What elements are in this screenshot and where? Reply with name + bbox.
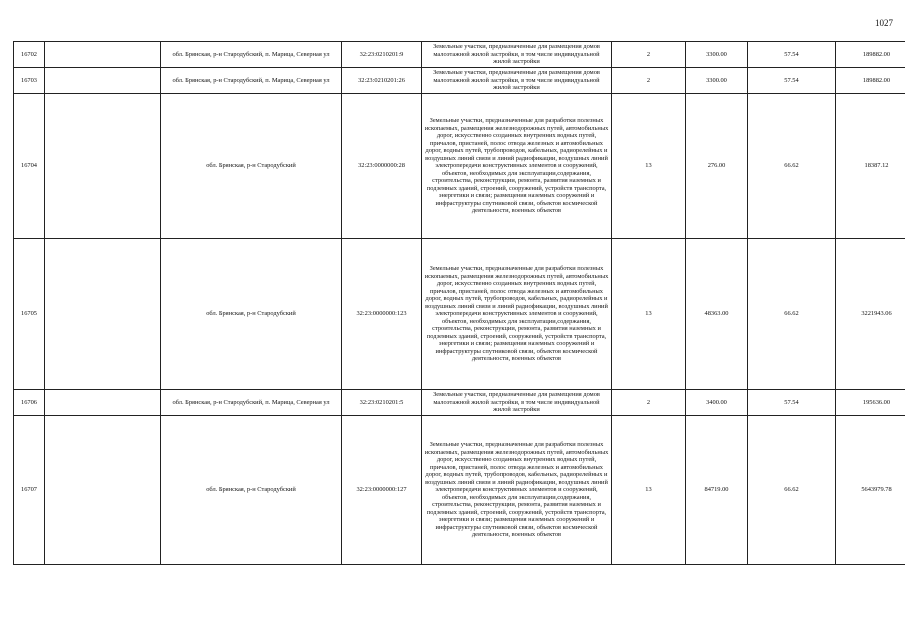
specific-value-cell: 57.54 (748, 42, 836, 68)
cadastral-number-cell: 32:23:0210201:9 (342, 42, 422, 68)
area-cell: 84719.00 (686, 416, 748, 565)
page-number: 1027 (875, 18, 893, 28)
table-row (14, 94, 905, 239)
category-code-cell: 2 (612, 42, 686, 68)
cadastral-value-cell: 189882.00 (836, 68, 905, 94)
land-registry-table (13, 41, 905, 565)
table-row (14, 239, 905, 390)
empty-cell (45, 42, 161, 68)
category-code-cell: 2 (612, 68, 686, 94)
area-cell: 48363.00 (686, 239, 748, 390)
cadastral-number-cell: 32:23:0000000:123 (342, 239, 422, 390)
empty-cell (45, 239, 161, 390)
cadastral-number-cell: 32:23:0000000:28 (342, 94, 422, 239)
land-use-description-cell: Земельные участки, предназначенные для размещения домов малоэтажной жилой застройки, в том числе индивидуальной жилой застройки (422, 390, 612, 416)
empty-cell (45, 94, 161, 239)
specific-value-cell: 66.62 (748, 94, 836, 239)
row-id: 16705 (14, 239, 45, 390)
specific-value-cell: 66.62 (748, 239, 836, 390)
row-id: 16702 (14, 42, 45, 68)
land-use-description-cell: Земельные участки, предназначенные для размещения домов малоэтажной жилой застройки, в том числе индивидуальной жилой застройки (422, 68, 612, 94)
area-cell: 3300.00 (686, 42, 748, 68)
land-use-description-cell: Земельные участки, предназначенные для разработки полезных ископаемых, размещения железнодорожных путей, автомобильных дорог, искусственно созданных внутренних водных путей, причалов, пристаней, полос отвода железных и автомобильных дорог, водных путей, трубопроводов, кабельных, радиорелейных и воздушных линий связи и линий радиофикации, воздушных линий электропередачи конструктивных элементов и сооружений, объектов, необходимых для эксплуатации,содержания, строительства, реконструкции, ремонта, развития наземных и подземных зданий, строений, сооружений, устройств транспорта, энергетики и связи; размещения наземных сооружений и инфраструктуры спутниковой связи, объектов космической деятельности, военных объектов (422, 94, 612, 239)
cadastral-number-cell: 32:23:0210201:26 (342, 68, 422, 94)
row-id: 16703 (14, 68, 45, 94)
address-cell: обл. Брянская, р-н Стародубский, п. Марица, Северная ул (161, 42, 342, 68)
category-code-cell: 13 (612, 416, 686, 565)
cadastral-number-cell: 32:23:0000000:127 (342, 416, 422, 565)
address-cell: обл. Брянская, р-н Стародубский, п. Марица, Северная ул (161, 390, 342, 416)
row-id: 16704 (14, 94, 45, 239)
address-cell: обл. Брянская, р-н Стародубский (161, 94, 342, 239)
row-id: 16707 (14, 416, 45, 565)
table-row (14, 416, 905, 565)
cadastral-value-cell: 195636.00 (836, 390, 905, 416)
table-row (14, 390, 905, 416)
specific-value-cell: 57.54 (748, 68, 836, 94)
cadastral-value-cell: 18387.12 (836, 94, 905, 239)
empty-cell (45, 416, 161, 565)
row-id: 16706 (14, 390, 45, 416)
category-code-cell: 13 (612, 94, 686, 239)
specific-value-cell: 57.54 (748, 390, 836, 416)
cadastral-value-cell: 3221943.06 (836, 239, 905, 390)
cadastral-value-cell: 5643979.78 (836, 416, 905, 565)
area-cell: 276.00 (686, 94, 748, 239)
category-code-cell: 2 (612, 390, 686, 416)
cadastral-number-cell: 32:23:0210201:5 (342, 390, 422, 416)
address-cell: обл. Брянская, р-н Стародубский, п. Марица, Северная ул (161, 68, 342, 94)
empty-cell (45, 390, 161, 416)
table-row (14, 68, 905, 94)
area-cell: 3400.00 (686, 390, 748, 416)
land-use-description-cell: Земельные участки, предназначенные для размещения домов малоэтажной жилой застройки, в том числе индивидуальной жилой застройки (422, 42, 612, 68)
address-cell: обл. Брянская, р-н Стародубский (161, 239, 342, 390)
specific-value-cell: 66.62 (748, 416, 836, 565)
table-row (14, 42, 905, 68)
cadastral-value-cell: 189882.00 (836, 42, 905, 68)
land-use-description-cell: Земельные участки, предназначенные для разработки полезных ископаемых, размещения железнодорожных путей, автомобильных дорог, искусственно созданных внутренних водных путей, причалов, пристаней, полос отвода железных и автомобильных дорог, водных путей, трубопроводов, кабельных, радиорелейных и воздушных линий связи и линий радиофикации, воздушных линий электропередачи конструктивных элементов и сооружений, объектов, необходимых для эксплуатации,содержания, строительства, реконструкции, ремонта, развития наземных и подземных зданий, строений, сооружений, устройств транспорта, энергетики и связи; размещения наземных сооружений и инфраструктуры спутниковой связи, объектов космической деятельности, военных объектов (422, 416, 612, 565)
category-code-cell: 13 (612, 239, 686, 390)
address-cell: обл. Брянская, р-н Стародубский (161, 416, 342, 565)
land-use-description-cell: Земельные участки, предназначенные для разработки полезных ископаемых, размещения железнодорожных путей, автомобильных дорог, искусственно созданных внутренних водных путей, причалов, пристаней, полос отвода железных и автомобильных дорог, водных путей, трубопроводов, кабельных, радиорелейных и воздушных линий связи и линий радиофикации, воздушных линий электропередачи конструктивных элементов и сооружений, объектов, необходимых для эксплуатации,содержания, строительства, реконструкции, ремонта, развития наземных и подземных зданий, строений, сооружений, устройств транспорта, энергетики и связи; размещения наземных сооружений и инфраструктуры спутниковой связи, объектов космической деятельности, военных объектов (422, 239, 612, 390)
empty-cell (45, 68, 161, 94)
area-cell: 3300.00 (686, 68, 748, 94)
